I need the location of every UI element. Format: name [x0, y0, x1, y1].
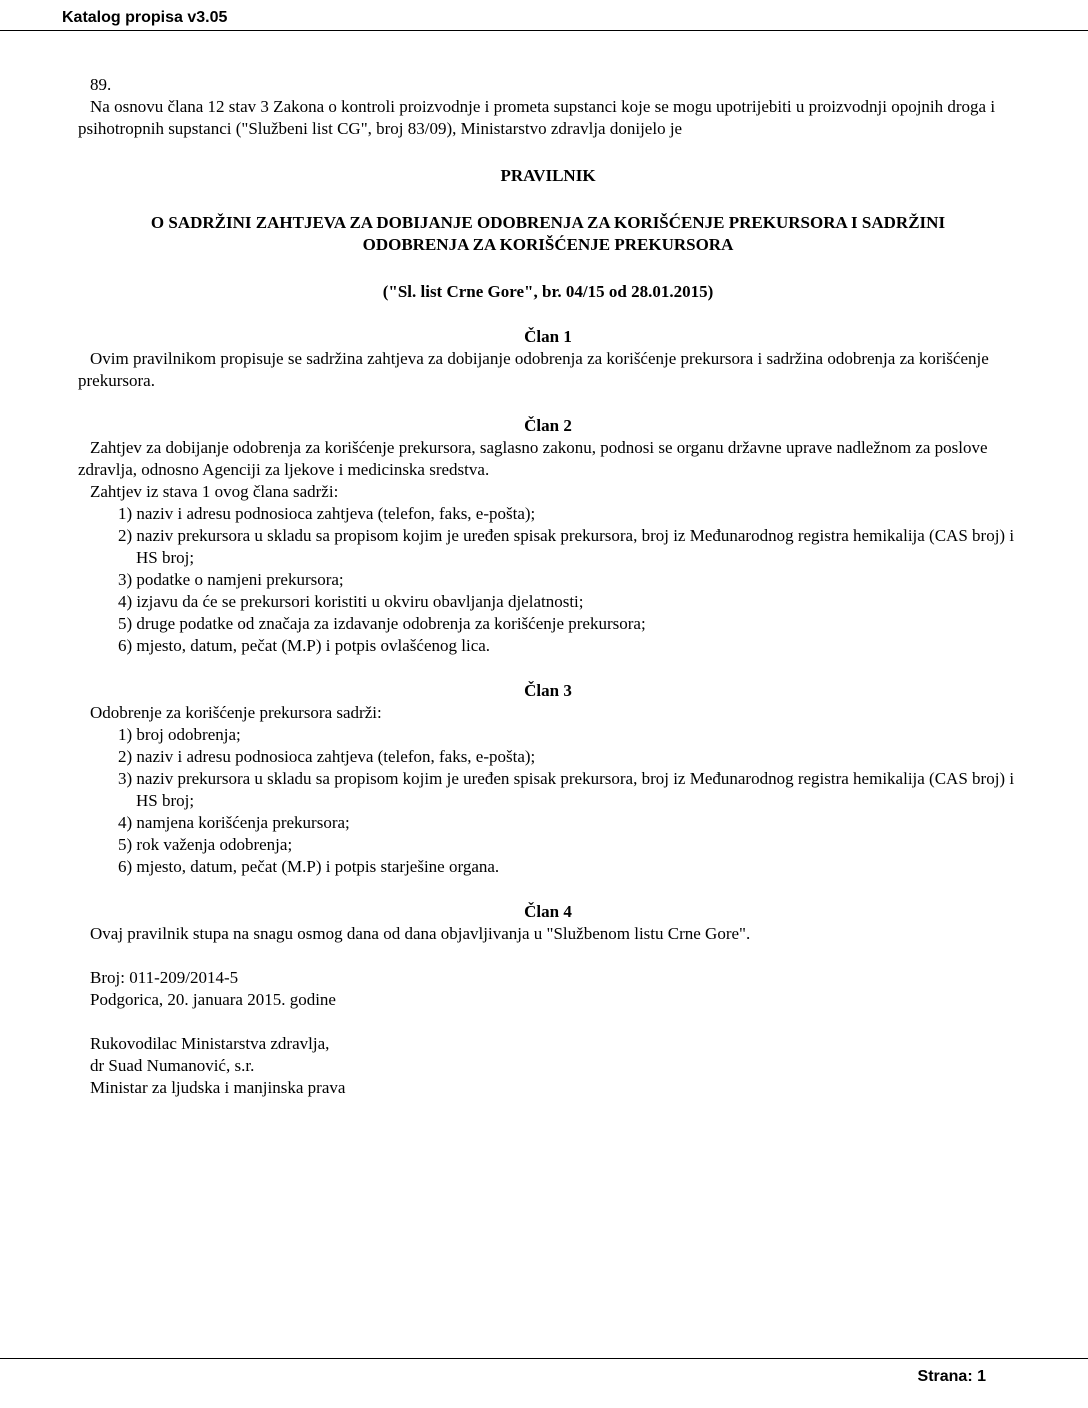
preamble: Na osnovu člana 12 stav 3 Zakona o kontroli proizvodnje i prometa supstanci koje se mogu upotrijebiti u proizvodnji opojnih droga i psihotropnih supstanci ("Službeni list CG", broj 83/09), Ministarstvo zdravlja donijelo je	[78, 97, 996, 138]
list-item: 5) rok važenja odobrenja;	[118, 835, 293, 854]
list-item: 2) naziv i adresu podnosioca zahtjeva (telefon, faks, e-pošta);	[118, 747, 536, 766]
article-paragraph: Odobrenje za korišćenje prekursora sadrži:	[90, 703, 382, 722]
signature-block	[78, 1033, 1018, 1099]
document-title: PRAVILNIK	[500, 166, 596, 185]
list-item: 6) mjesto, datum, pečat (M.P) i potpis starješine organa.	[118, 857, 500, 876]
page-number: Strana: 1	[917, 1368, 986, 1385]
article-paragraph: Zahtjev za dobijanje odobrenja za korišćenje prekursora, saglasno zakonu, podnosi se organu državne uprave nadležnom za poslove zdravlja, odnosno Agenciji za ljekove i medicinska sredstva.	[78, 438, 988, 479]
article-heading: Član 4	[524, 902, 572, 921]
list-item: 3) naziv prekursora u skladu sa propisom kojim je uređen spisak prekursora, broj iz Međunarodnog registra hemikalija (CAS broj) i HS broj;	[118, 769, 1015, 810]
list-item: 4) namjena korišćenja prekursora;	[118, 813, 350, 832]
list-item: 1) naziv i adresu podnosioca zahtjeva (telefon, faks, e-pošta);	[118, 504, 536, 523]
reference-block	[78, 967, 1018, 1011]
article-4	[78, 901, 1018, 945]
document-body	[78, 74, 1018, 1099]
article-paragraph: Ovim pravilnikom propisuje se sadržina zahtjeva za dobijanje odobrenja za korišćenje prekursora i sadržina odobrenja za korišćenje prekursora.	[78, 349, 989, 390]
signatory-name: dr Suad Numanović, s.r.	[90, 1056, 255, 1075]
article-paragraph: Zahtjev iz stava 1 ovog člana sadrži:	[90, 482, 339, 501]
list-item: 6) mjesto, datum, pečat (M.P) i potpis ovlašćenog lica.	[118, 636, 491, 655]
reference-number: Broj: 011-209/2014-5	[90, 968, 239, 987]
article-item-list	[78, 503, 1018, 657]
footer-divider	[0, 1358, 1088, 1359]
article-1	[78, 326, 1018, 392]
signatory-role: Rukovodilac Ministarstva zdravlja,	[90, 1034, 330, 1053]
document-number: 89.	[90, 75, 112, 94]
article-2	[78, 415, 1018, 657]
article-paragraph: Ovaj pravilnik stupa na snagu osmog dana od dana objavljivanja u "Službenom listu Crne Gore".	[90, 924, 751, 943]
list-item: 5) druge podatke od značaja za izdavanje odobrenja za korišćenje prekursora;	[118, 614, 646, 633]
list-item: 4) izjavu da će se prekursori koristiti u okviru obavljanja djelatnosti;	[118, 592, 584, 611]
article-item-list	[78, 724, 1018, 878]
document-subtitle-line-2: ODOBRENJA ZA KORIŠĆENJE PREKURSORA	[362, 235, 734, 254]
article-3	[78, 680, 1018, 878]
gazette-reference: ("Sl. list Crne Gore", br. 04/15 od 28.01.2015)	[382, 282, 714, 301]
list-item: 1) broj odobrenja;	[118, 725, 241, 744]
place-date: Podgorica, 20. januara 2015. godine	[90, 990, 336, 1009]
article-heading: Član 3	[524, 681, 572, 700]
list-item: 3) podatke o namjeni prekursora;	[118, 570, 344, 589]
article-heading: Član 1	[524, 327, 572, 346]
list-item: 2) naziv prekursora u skladu sa propisom kojim je uređen spisak prekursora, broj iz Međunarodnog registra hemikalija (CAS broj) i HS broj;	[118, 526, 1015, 567]
document-subtitle-line-1: O SADRŽINI ZAHTJEVA ZA DOBIJANJE ODOBRENJA ZA KORIŠĆENJE PREKURSORA I SADRŽINI	[150, 213, 946, 232]
article-heading: Član 2	[524, 416, 572, 435]
page-header-title: Katalog propisa v3.05	[62, 9, 228, 26]
header-divider	[0, 30, 1088, 31]
signatory-title: Ministar za ljudska i manjinska prava	[90, 1078, 346, 1097]
